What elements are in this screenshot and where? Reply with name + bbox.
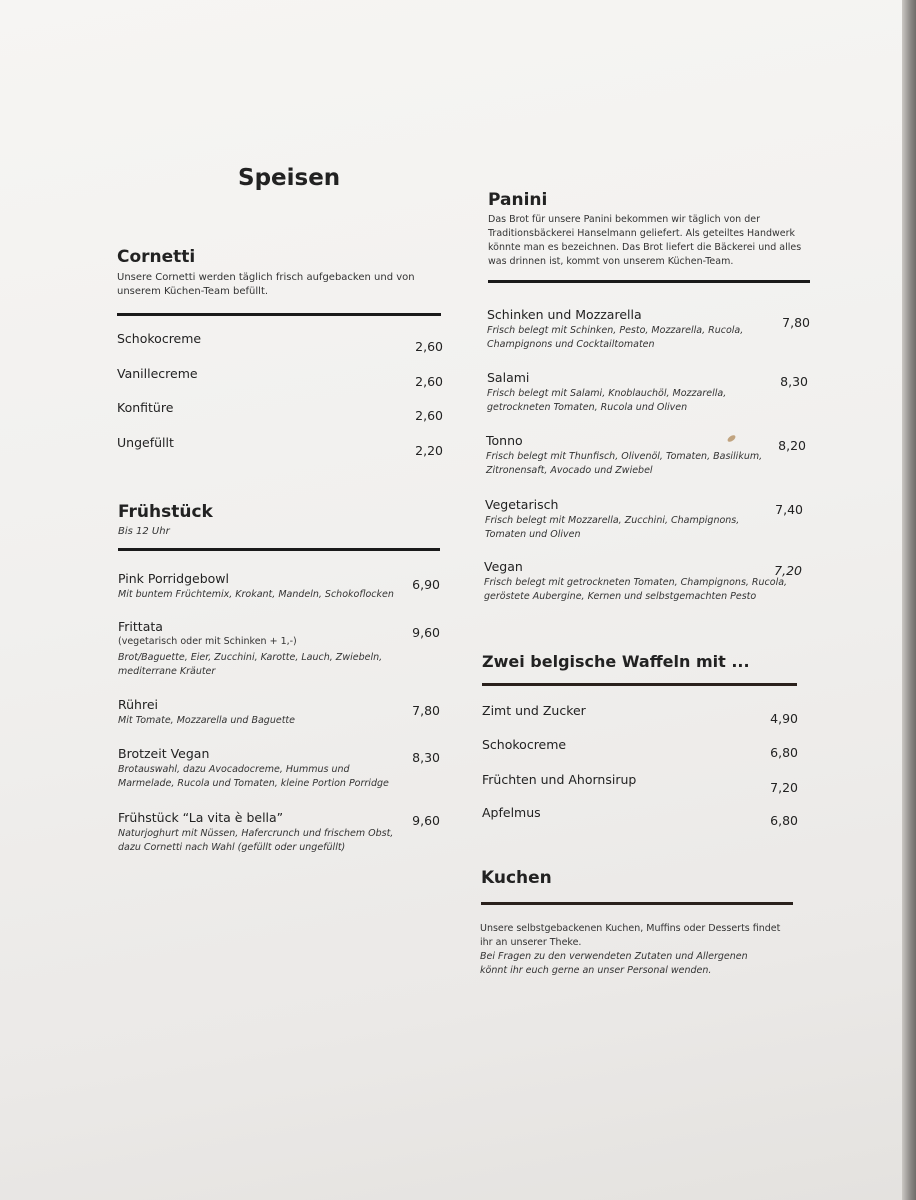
waffeln-item [482,737,798,760]
panini-item [487,370,808,415]
panini-rule [488,280,810,283]
item-name: Brotzeit Vegan [118,746,210,761]
item-name: Frittata [118,619,163,634]
kuchen-allergen-line: könnt ihr euch gerne an unser Personal wenden. [480,965,712,976]
fruehstueck-item [118,619,440,679]
item-price: 2,60 [415,374,443,389]
waffeln-section [482,652,797,686]
item-desc-line: geröstete Aubergine, Kernen und selbstgemachten Pesto [484,591,757,602]
paper-edge [902,0,916,1200]
item-desc-line: Brotauswahl, dazu Avocadocreme, Hummus und [118,764,350,775]
item-desc [484,576,802,604]
panini-intro-line: könnte man es bezeichnen. Das Brot liefert die Bäckerei und alles [488,242,802,253]
kuchen-section [481,868,793,905]
item-name: Schinken und Mozzarella [487,307,642,322]
kuchen-note [480,922,800,978]
item-price: 9,60 [412,813,440,828]
panini-item [486,433,806,478]
fruehstueck-rule [118,548,440,551]
item-desc-line: dazu Cornetti nach Wahl (gefüllt oder ungefüllt) [118,842,346,853]
item-desc [485,514,803,542]
item-desc-line: Zitronensaft, Avocado und Zwiebel [486,465,653,476]
item-desc-line: Frisch belegt mit Thunfisch, Olivenöl, Tomaten, Basilikum, [486,451,763,462]
waffeln-item [482,772,798,795]
item-name: Apfelmus [482,805,541,820]
item-name: Pink Porridgebowl [118,571,229,586]
item-desc-line: Frisch belegt mit Mozzarella, Zucchini, Champignons, [485,515,740,526]
cornetti-item [117,435,443,458]
item-price: 4,90 [770,711,798,726]
cornetti-intro-line: Unsere Cornetti werden täglich frisch aufgebacken und von [117,272,415,283]
item-desc [487,387,808,415]
item-desc [118,651,440,679]
fruehstueck-item [118,697,440,728]
item-price: 7,80 [782,315,810,330]
fruehstueck-item [118,810,440,855]
cornetti-intro-line: unserem Küchen-Team befüllt. [117,286,269,297]
item-desc [487,324,810,352]
item-price: 7,40 [775,502,803,517]
cornetti-item [117,366,443,389]
waffeln-item [482,805,798,828]
item-name: Rührei [118,697,158,712]
item-desc [486,450,806,478]
item-price: 2,20 [415,443,443,458]
item-name: Tonno [486,433,523,448]
item-name: Schokocreme [117,331,202,346]
item-price: 6,90 [412,577,440,592]
item-price: 9,60 [412,625,440,640]
panini-item [484,559,802,604]
item-price: 8,20 [778,438,806,453]
item-name: Vegetarisch [485,497,559,512]
item-desc [118,827,440,855]
kuchen-note-line: Unsere selbstgebackenen Kuchen, Muffins oder Desserts findet [480,923,781,934]
item-desc [118,763,440,791]
item-name: Vanillecreme [117,366,198,381]
panini-intro-line: Traditionsbäckerei Hanselmann geliefert. Als geteiltes Handwerk [488,228,796,239]
item-name: Frühstück “La vita è bella” [118,810,284,825]
fruehstueck-subtitle: Bis 12 Uhr [118,526,170,537]
item-name: Salami [487,370,530,385]
cornetti-rule [117,313,441,316]
panini-intro [488,213,810,269]
item-desc-line: Naturjoghurt mit Nüssen, Hafercrunch und frischem Obst, [118,828,394,839]
waffeln-item [482,703,798,726]
cornetti-section [117,247,441,316]
panini-intro-line: Das Brot für unsere Panini bekommen wir täglich von der [488,214,760,225]
cornetti-intro [117,271,441,299]
waffeln-heading: Zwei belgische Waffeln mit ... [482,652,750,671]
kuchen-note-line: ihr an unserer Theke. [480,937,582,948]
item-desc-line: Frisch belegt mit Schinken, Pesto, Mozzarella, Rucola, [487,325,744,336]
item-price: 7,20 [774,563,802,578]
panini-item [485,497,803,542]
item-price: 8,30 [780,374,808,389]
fruehstueck-heading: Frühstück [118,502,213,522]
item-price: 7,20 [770,780,798,795]
item-name: Zimt und Zucker [482,703,586,718]
item-price: 6,80 [770,745,798,760]
kuchen-allergen-line: Bei Fragen zu den verwendeten Zutaten und Allergenen [480,951,748,962]
item-price: 8,30 [412,750,440,765]
kuchen-rule [481,902,793,905]
item-extra: (vegetarisch oder mit Schinken + 1,-) [118,636,297,647]
fruehstueck-item [118,746,440,791]
item-name: Vegan [484,559,523,574]
cornetti-item [117,331,443,354]
cornetti-item [117,400,443,423]
item-desc-line: Brot/Baguette, Eier, Zucchini, Karotte, Lauch, Zwiebeln, [118,652,383,663]
fruehstueck-item [118,571,440,602]
item-desc-line: getrockneten Tomaten, Rucola und Oliven [487,402,688,413]
item-desc-line: Mit Tomate, Mozzarella und Baguette [118,715,296,726]
item-price: 2,60 [415,339,443,354]
item-desc-line: Marmelade, Rucola und Tomaten, kleine Portion Porridge [118,778,389,789]
page-title: Speisen [238,165,341,191]
item-desc-line: Tomaten und Oliven [485,529,581,540]
item-price: 2,60 [415,408,443,423]
item-desc-line: Frisch belegt mit getrockneten Tomaten, Champignons, Rucola, [484,577,788,588]
waffeln-rule [482,683,797,686]
item-price: 6,80 [770,813,798,828]
cornetti-heading: Cornetti [117,247,196,267]
panini-intro-line: was drinnen ist, kommt von unserem Küchen-Team. [488,256,734,267]
item-desc-line: Champignons und Cocktailtomaten [487,339,655,350]
item-desc-line: mediterrane Kräuter [118,666,216,677]
item-name: Ungefüllt [117,435,174,450]
kuchen-heading: Kuchen [481,868,552,888]
item-desc [118,714,440,728]
item-name: Konfitüre [117,400,174,415]
panini-section [488,190,810,283]
panini-item [487,307,810,352]
item-name: Schokocreme [482,737,567,752]
panini-heading: Panini [488,190,548,210]
item-name: Früchten und Ahornsirup [482,772,637,787]
item-desc [118,588,440,602]
item-desc-line: Mit buntem Früchtemix, Krokant, Mandeln, Schokoflocken [118,589,394,600]
fruehstueck-section [118,502,440,551]
item-price: 7,80 [412,703,440,718]
item-desc-line: Frisch belegt mit Salami, Knoblauchöl, Mozzarella, [487,388,727,399]
